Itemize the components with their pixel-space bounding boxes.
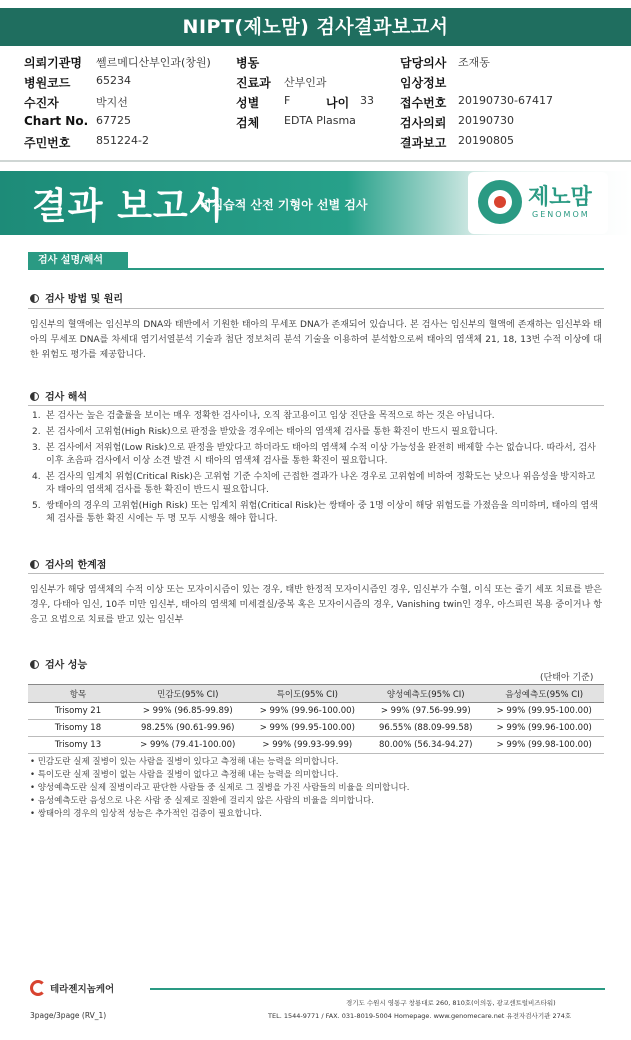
table-cell: > 99% (97.56-99.99) xyxy=(367,703,484,720)
note-item: • 민감도란 실제 질병이 있는 사람을 질병이 있다고 측정해 내는 능력을 의미합니다. xyxy=(30,757,339,767)
limits-heading: 검사의 한계점 xyxy=(30,556,106,571)
value-chart-number: 67725 xyxy=(96,114,131,127)
info-row xyxy=(24,134,614,152)
value-requesting-institution: 쎌르메디산부인과(창원) xyxy=(96,56,211,69)
table-cell: Trisomy 21 xyxy=(28,703,128,720)
section-tab: 검사 설명/해석 xyxy=(28,252,128,269)
label-result-report: 결과보고 xyxy=(400,136,447,150)
table-cell: > 99% (99.98-100.00) xyxy=(484,737,604,754)
g-logo-icon xyxy=(30,980,46,996)
divider xyxy=(28,405,604,406)
section-underline xyxy=(28,268,604,270)
list-item: 4. 본 검사의 임계치 위험(Critical Risk)은 고위험 기준 수치에 근접한 결과가 나온 경우로 고위험에 비하여 정확도는 낮으나 위음성을 방지하고자 태아의 염색체 검사를 통한 확진이 반드시 필요합니다. xyxy=(32,472,596,495)
divider xyxy=(28,308,604,309)
interpret-heading: 검사 해석 xyxy=(30,388,87,403)
method-text: 임신부의 혈액에는 임신부의 DNA와 태반에서 기원한 태아의 무세포 DNA가 존재되어 있습니다. 본 검사는 임신부의 혈액에 존재하는 임신부와 태아의 무세포 DNA를 차세대 염기서열분석 기술과 첨단 정보처리 분석 기술을 이용하여 분석함으로써 태아의 염색체 21, 18, 13번 수적 이상에 대한 위험도 평가를 제공합니다. xyxy=(30,320,602,360)
page-number: 3page/3page (RV_1) xyxy=(30,1011,107,1020)
table-row xyxy=(28,703,604,720)
table-cell: > 99% (99.96-100.00) xyxy=(484,720,604,737)
label-hospital-code: 병원코드 xyxy=(24,76,71,90)
interpret-list xyxy=(32,410,602,529)
value-patient: 박지선 xyxy=(96,96,128,109)
list-item: 3. 본 검사에서 저위험(Low Risk)으로 판정을 받았다고 하더라도 태아의 염색체 수적 이상 가능성을 완전히 배제할 수는 없습니다. 따라서, 검사 이후 초음파 검사에서 이상 소견 발견 시 태아의 염색체 검사를 통한 확진이 필요합니다. xyxy=(32,443,596,466)
label-ward: 병동 xyxy=(236,56,260,70)
performance-notes xyxy=(30,756,600,821)
divider xyxy=(28,573,604,574)
label-sex: 성별 xyxy=(236,96,260,110)
value-resident-number: 851224-2 xyxy=(96,134,149,147)
value-result-report: 20190805 xyxy=(458,134,514,147)
table-cell: 98.25% (90.61-99.96) xyxy=(128,720,248,737)
company-logo: 테라젠지놈케어 xyxy=(30,980,114,996)
method-heading: 검사 방법 및 원리 xyxy=(30,290,123,305)
info-row xyxy=(24,54,614,72)
label-test-requested: 검사의뢰 xyxy=(400,116,447,130)
column-header: 항목 xyxy=(28,685,128,703)
note-item: • 특이도란 실제 질병이 없는 사람을 질병이 없다고 측정해 내는 능력을 의미합니다. xyxy=(30,770,339,780)
label-specimen: 검체 xyxy=(236,116,260,130)
table-cell: Trisomy 13 xyxy=(28,737,128,754)
value-sex: F xyxy=(284,94,291,107)
half-circle-icon xyxy=(30,392,39,401)
column-header: 민감도(95% CI) xyxy=(128,685,248,703)
performance-heading: 검사 성능 xyxy=(30,656,87,671)
label-doctor: 담당의사 xyxy=(400,56,447,70)
banner-title: 결과 보고서 xyxy=(32,186,225,227)
table-cell: > 99% (96.85-99.89) xyxy=(128,703,248,720)
company-address: 경기도 수원시 영통구 창룡대로 260, 810호(이의동, 광교센트럴비즈타워) xyxy=(346,999,556,1007)
label-patient: 수진자 xyxy=(24,96,59,110)
unit-note: (단태아 기준) xyxy=(540,673,594,683)
logo-text: 제노맘 xyxy=(528,185,592,210)
genomom-logo xyxy=(468,172,608,234)
label-requesting-institution: 의뢰기관명 xyxy=(24,56,82,70)
banner-subtitle: 비침습적 산전 기형아 선별 검사 xyxy=(200,198,368,212)
value-receipt-number: 20190730-67417 xyxy=(458,94,553,107)
table-cell: Trisomy 18 xyxy=(28,720,128,737)
half-circle-icon xyxy=(30,294,39,303)
value-department: 산부인과 xyxy=(284,76,327,89)
note-item: • 쌍태아의 경우의 임상적 성능은 추가적인 검증이 필요합니다. xyxy=(30,809,262,819)
table-row xyxy=(28,737,604,754)
limits-text: 임신부가 해당 염색체의 수적 이상 또는 모자이시즘이 있는 경우, 태반 한정적 모자이시즘인 경우, 임신부가 수혈, 이식 또는 줄기 세포 치료를 받은 경우, 다태아 임신, 10주 미만 임신부, 태아의 염색체 미세결실/중복 혹은 모자이시즘의 경우, Vanishing twin인 경우, 아스피린 복용 중이거나 항 응고 요법으로 치료를 받고 있는 임신부 xyxy=(30,585,602,625)
table-cell: > 99% (99.95-100.00) xyxy=(484,703,604,720)
divider xyxy=(0,160,631,162)
column-header: 양성예측도(95% CI) xyxy=(367,685,484,703)
value-test-requested: 20190730 xyxy=(458,114,514,127)
list-item: 1. 본 검사는 높은 검출률을 보이는 매우 정확한 검사이나, 오직 참고용이고 임상 진단을 목적으로 하는 것은 아닙니다. xyxy=(32,411,495,421)
info-row xyxy=(24,114,614,132)
label-age: 나이 xyxy=(326,96,350,110)
half-circle-icon xyxy=(30,660,39,669)
company-contact: TEL. 1544-9771 / FAX. 031-8019-5004 Homepage. www.genomecare.net 유전자검사기관 274호 xyxy=(268,1012,572,1020)
table-header-row xyxy=(28,685,604,703)
footer-divider xyxy=(150,988,605,990)
value-doctor: 조재동 xyxy=(458,56,490,69)
list-item: 5. 쌍태아의 경우의 고위험(High Risk) 또는 임계치 위험(Critical Risk)는 쌍태아 중 1명 이상이 해당 위험도를 가졌음을 의미하며, 태아의 염색체 검사를 통한 확진 시에는 두 명 모두 시행을 해야 합니다. xyxy=(32,501,598,524)
value-specimen: EDTA Plasma xyxy=(284,114,356,127)
value-hospital-code: 65234 xyxy=(96,74,131,87)
note-item: • 음성예측도란 음성으로 나온 사람 중 실제로 질환에 걸리지 않은 사람의 비율을 의미합니다. xyxy=(30,796,374,806)
info-row xyxy=(24,94,614,112)
result-banner xyxy=(0,168,631,240)
value-age: 33 xyxy=(360,94,374,107)
column-header: 특이도(95% CI) xyxy=(248,685,368,703)
logo-emblem-icon xyxy=(478,180,522,224)
logo-subtext: GENOMOM xyxy=(532,210,590,219)
half-circle-icon xyxy=(30,560,39,569)
table-cell: > 99% (99.93-99.99) xyxy=(248,737,368,754)
label-resident-number: 주민번호 xyxy=(24,136,71,150)
label-chart-number: Chart No. xyxy=(24,114,89,128)
column-header: 음성예측도(95% CI) xyxy=(484,685,604,703)
note-item: • 양성예측도란 실제 질병이라고 판단한 사람들 중 실제로 그 질병을 가진 사람들의 비율을 의미합니다. xyxy=(30,783,410,793)
table-cell: > 99% (99.96-100.00) xyxy=(248,703,368,720)
table-cell: 80.00% (56.34-94.27) xyxy=(367,737,484,754)
table-cell: > 99% (99.95-100.00) xyxy=(248,720,368,737)
report-title: NIPT(제노맘) 검사결과보고서 xyxy=(0,8,631,46)
table-cell: 96.55% (88.09-99.58) xyxy=(367,720,484,737)
label-department: 진료과 xyxy=(236,76,271,90)
label-receipt-number: 접수번호 xyxy=(400,96,447,110)
table-cell: > 99% (79.41-100.00) xyxy=(128,737,248,754)
table-row xyxy=(28,720,604,737)
label-clinical-info: 임상정보 xyxy=(400,76,447,90)
performance-table xyxy=(28,684,604,754)
info-row xyxy=(24,74,614,92)
list-item: 2. 본 검사에서 고위험(High Risk)으로 판정을 받았을 경우에는 태아의 염색체 검사를 통한 확진이 반드시 필요합니다. xyxy=(32,427,498,437)
